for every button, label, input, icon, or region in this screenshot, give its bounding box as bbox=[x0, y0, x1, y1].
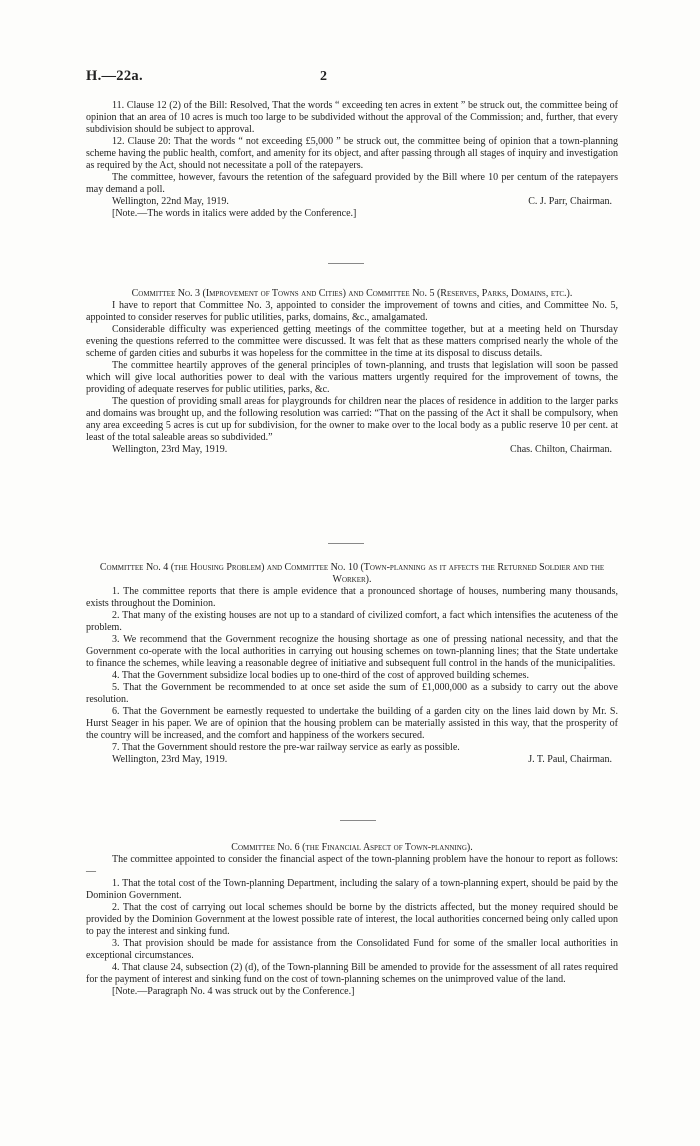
note: [Note.—The words in italics were added by the Conference.] bbox=[112, 208, 357, 219]
paragraph: 6. That the Government be earnestly requested to undertake the building of a garden city on the lines laid down by Mr. S. Hurst Seager in his paper. We are of opinion that the housing problem can be materially assisted in this way, that the prosperity of the country will be increased, and the comfort and happiness of the workers secured. bbox=[86, 706, 618, 741]
note: [Note.—Paragraph No. 4 was struck out by the Conference.] bbox=[112, 986, 355, 997]
section-divider bbox=[328, 543, 364, 544]
paragraph: 2. That the cost of carrying out local schemes should be borne by the districts affected, but the money required should be provided by the Dominion Government at the lowest possible rate of interest, the local authorities concerned being only called upon to pay the interest and sinking fund. bbox=[86, 902, 618, 937]
signature-date: Wellington, 23rd May, 1919. bbox=[112, 444, 228, 455]
section-committee-3-5 bbox=[86, 288, 618, 456]
section-divider bbox=[328, 263, 364, 264]
signature-line bbox=[86, 754, 618, 766]
signature-line bbox=[86, 444, 618, 456]
signature-line bbox=[86, 196, 618, 208]
paragraph: The question of providing small areas for playgrounds for children near the places of residence in addition to the larger parks and domains was brought up, and the following resolution was carried: “That on the passing of the Act it shall be compulsory, when any area exceeding 5 acres is cut up for subdivision, for the owner to make over to the local body as a public reserve 10 per cent. at least of the total saleable areas so subdivided.” bbox=[86, 396, 618, 443]
section-committee-4-10 bbox=[86, 562, 618, 766]
signature-date: Wellington, 23rd May, 1919. bbox=[112, 754, 228, 765]
paragraph: 11. Clause 12 (2) of the Bill: Resolved, That the words “ exceeding ten acres in extent ” be struck out, the committee being of opinion that an area of 10 acres is much too large to be subdivided without the approval of the Commission; and, further, that every subdivision should be subject to approval. bbox=[86, 100, 618, 135]
page-number: 2 bbox=[320, 69, 327, 84]
section-committee-6 bbox=[86, 842, 618, 998]
section-divider bbox=[340, 820, 376, 821]
section-clause-resolutions bbox=[86, 100, 618, 220]
paragraph: 2. That many of the existing houses are not up to a standard of civilized comfort, a fact which intensifies the acuteness of the problem. bbox=[86, 610, 618, 633]
paragraph: 12. Clause 20: That the words “ not exceeding £5,000 ” be struck out, the committee being of opinion that a town-planning scheme having the public health, comfort, and amenity for its object, and after passing through all stages of inquiry and investigation as required by the Act, should not necessitate a poll of the ratepayers. bbox=[86, 136, 618, 171]
signature-chairman: C. J. Parr, Chairman. bbox=[528, 196, 612, 207]
paragraph: Considerable difficulty was experienced getting meetings of the committee together, but at a meeting held on Thursday evening the questions referred to the committee were discussed. It was felt that as these matters comprised nearly the whole of the scheme of garden cities and suburbs it was hopeless for the committee in the time at its disposal to discuss details. bbox=[86, 324, 618, 359]
paragraph: 4. That the Government subsidize local bodies up to one-third of the cost of approved building schemes. bbox=[112, 670, 529, 681]
signature-chairman: Chas. Chilton, Chairman. bbox=[510, 444, 612, 455]
paragraph: 3. We recommend that the Government recognize the housing shortage as one of pressing national necessity, and that the Government co-operate with the local authorities in carrying out housing schemes on town-planning lines; that the State undertake to finance the schemes, while leaving a reasonable degree of initiative and subsequent full control in the hands of the municipalities. bbox=[86, 634, 618, 669]
signature-chairman: J. T. Paul, Chairman. bbox=[528, 754, 612, 765]
section-heading: Committee No. 6 (the Financial Aspect of Town-planning). bbox=[231, 842, 473, 853]
paragraph: 4. That clause 24, subsection (2) (d), of the Town-planning Bill be amended to provide for the assessment of all rates required for the payment of interest and sinking fund on the cost of town-planning schemes on the unimproved value of the land. bbox=[86, 962, 618, 985]
paragraph: I have to report that Committee No. 3, appointed to consider the improvement of towns and cities, and Committee No. 5, appointed to consider reserves for public utilities, parks, domains, &c., amalgamated. bbox=[86, 300, 618, 323]
paragraph: 7. That the Government should restore the pre-war railway service as early as possible. bbox=[112, 742, 460, 753]
signature-date: Wellington, 22nd May, 1919. bbox=[112, 196, 229, 207]
paragraph: 1. The committee reports that there is ample evidence that a pronounced shortage of houses, numbering many thousands, exists throughout the Dominion. bbox=[86, 586, 618, 609]
paragraph: The committee heartily approves of the general principles of town-planning, and trusts that legislation will soon be passed which will give local authorities power to deal with the various matters urgently required for the improvement of towns, the providing of adequate reserves for public utilities, parks, &c. bbox=[86, 360, 618, 395]
paragraph: The committee, however, favours the retention of the safeguard provided by the Bill where 10 per centum of the ratepayers may demand a poll. bbox=[86, 172, 618, 195]
section-heading: Committee No. 3 (Improvement of Towns and Cities) and Committee No. 5 (Reserves, Parks, Domains, etc.). bbox=[131, 288, 573, 299]
paragraph: 1. That the total cost of the Town-planning Department, including the salary of a town-planning expert, should be paid by the Dominion Government. bbox=[86, 878, 618, 901]
page-reference: H.—22a. bbox=[86, 68, 143, 84]
paragraph: 5. That the Government be recommended to at once set aside the sum of £1,000,000 as a subsidy to carry out the above resolution. bbox=[86, 682, 618, 705]
section-heading: Committee No. 4 (the Housing Problem) and Committee No. 10 (Town-planning as it affects the Returned Soldier and the Worker). bbox=[99, 562, 605, 585]
paragraph: 3. That provision should be made for assistance from the Consolidated Fund for some of the smaller local authorities in exceptional circumstances. bbox=[86, 938, 618, 961]
paragraph: The committee appointed to consider the financial aspect of the town-planning problem have the honour to report as follows:— bbox=[86, 854, 618, 877]
